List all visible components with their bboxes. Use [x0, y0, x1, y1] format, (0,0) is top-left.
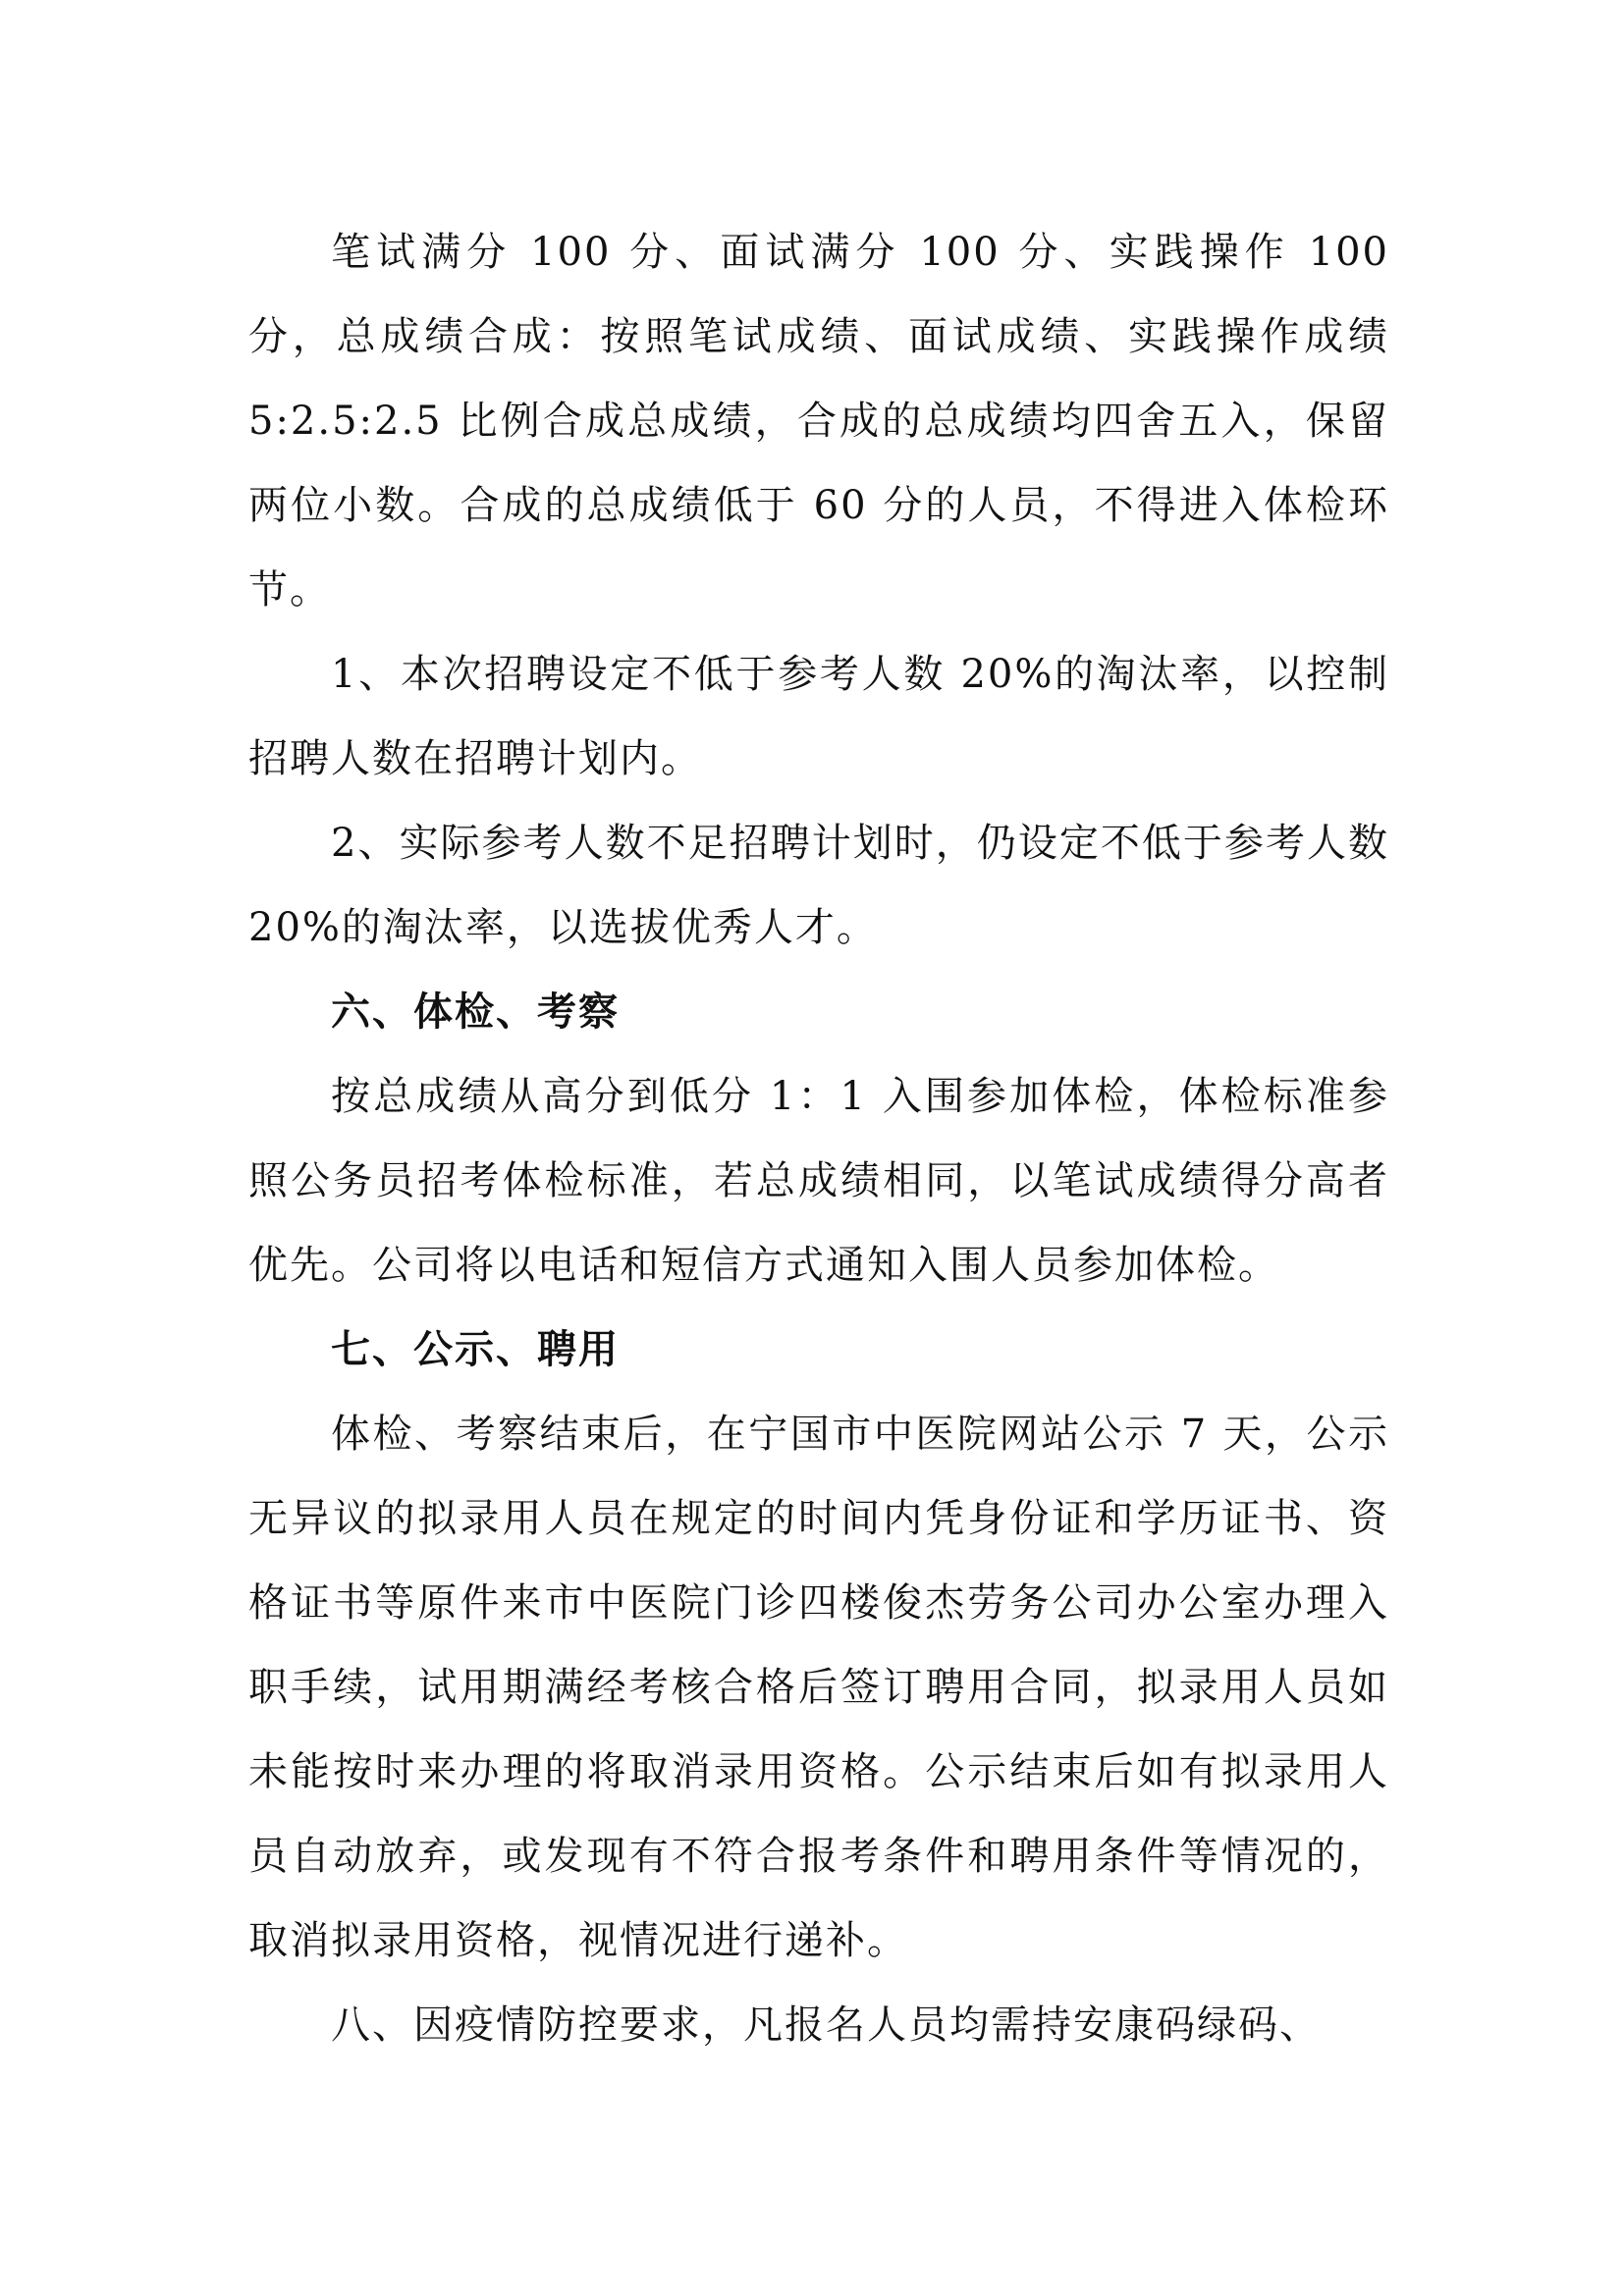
section-heading-publicity-hiring: 七、公示、聘用 — [331, 1327, 620, 1372]
section-heading-physical-exam: 六、体检、考察 — [331, 989, 620, 1035]
paragraph-physical-exam: 按总成绩从高分到低分 1：1 入围参加体检，体检标准参照公务员招考体检标准，若总成绩相同，以笔试成绩得分高者优先。公司将以电话和短信方式通知入围人员参加体检。 — [248, 1074, 1389, 1288]
paragraph-epidemic-requirement: 八、因疫情防控要求，凡报名人员均需持安康码绿码、 — [331, 2002, 1321, 2048]
document-body — [248, 210, 1389, 2067]
paragraph-elimination-rate-1: 1、本次招聘设定不低于参考人数 20%的淘汰率，以控制招聘人数在招聘计划内。 — [248, 652, 1389, 781]
paragraph-elimination-rate-2: 2、实际参考人数不足招聘计划时，仍设定不低于参考人数 20%的淘汰率，以选拔优秀人才。 — [248, 821, 1389, 950]
paragraph-score-composition: 笔试满分 100 分、面试满分 100 分、实践操作 100 分，总成绩合成：按照笔试成绩、面试成绩、实践操作成绩 5:2.5:2.5 比例合成总成绩，合成的总成绩均四舍五入，保留两位小数。合成的总成绩低于 60 分的人员，不得进入体检环节。 — [248, 230, 1389, 613]
paragraph-publicity-hiring: 体检、考察结束后，在宁国市中医院网站公示 7 天，公示无异议的拟录用人员在规定的时间内凭身份证和学历证书、资格证书等原件来市中医院门诊四楼俊杰劳务公司办公室办理入职手续，试用期满经考核合格后签订聘用合同，拟录用人员如未能按时来办理的将取消录用资格。公示结束后如有拟录用人员自动放弃，或发现有不符合报考条件和聘用条件等情况的，取消拟录用资格，视情况进行递补。 — [248, 1412, 1389, 1963]
